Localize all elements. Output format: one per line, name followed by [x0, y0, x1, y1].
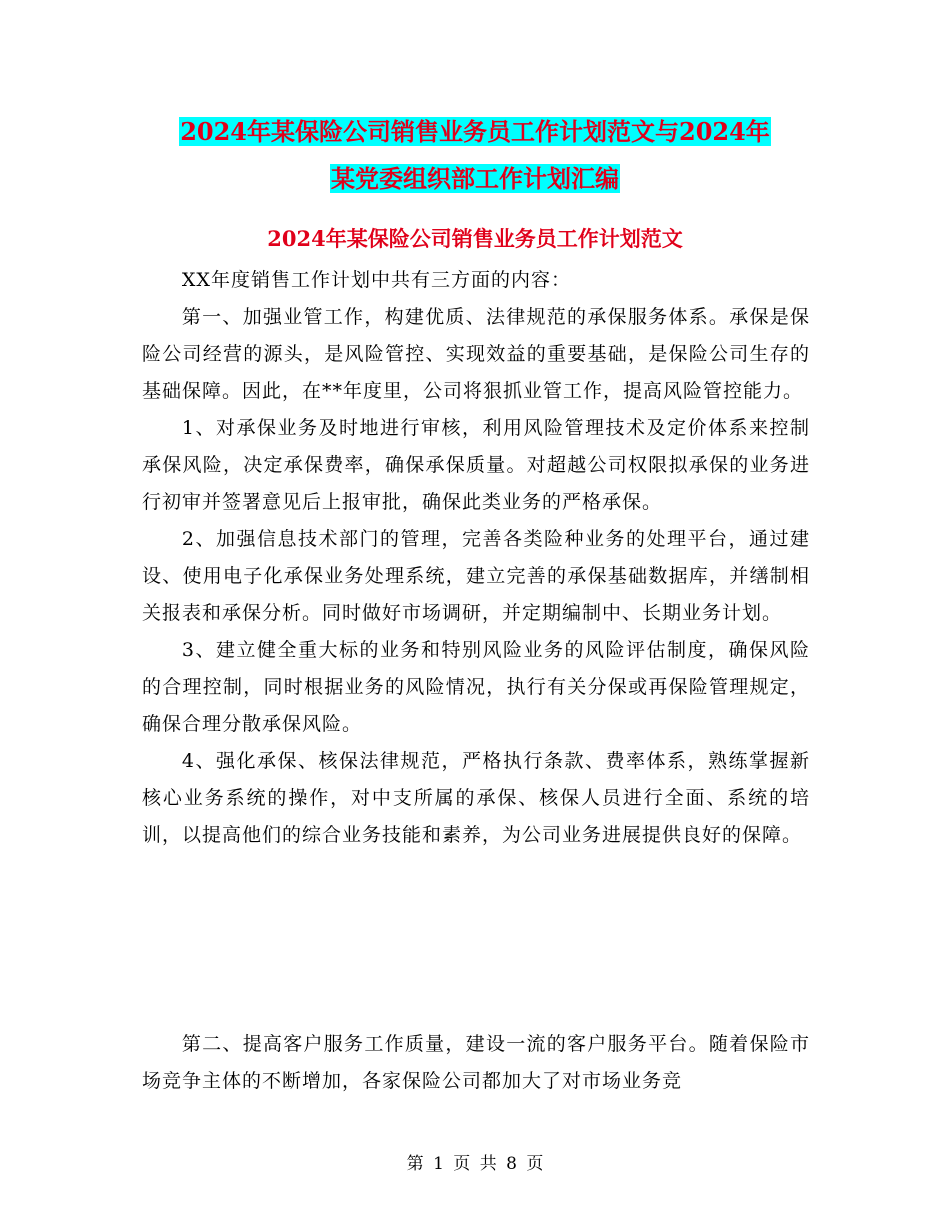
- document-title-line-2: 某党委组织部工作计划汇编: [331, 164, 619, 193]
- paragraph-item-4: 4、强化承保、核保法律规范，严格执行条款、费率体系，熟练掌握新核心业务系统的操作，对中支所属的承保、核保人员进行全面、系统的培训，以提高他们的综合业务技能和素养，为公司业务进展提供良好的保障。: [142, 750, 810, 846]
- body-text-continued: [142, 1026, 810, 1100]
- section-title: 2024年某保险公司销售业务员工作计划范文: [267, 226, 683, 251]
- paragraph-item-1: 1、对承保业务及时地进行审核，利用风险管理技术及定价体系来控制承保风险，决定承保费率，确保承保质量。对超越公司权限拟承保的业务进行初审并签署意见后上报审批，确保此类业务的严格承保。: [142, 417, 810, 513]
- paragraph-item-3: 3、建立健全重大标的业务和特别风险业务的风险评估制度，确保风险的合理控制，同时根据业务的风险情况，执行有关分保或再保险管理规定，确保合理分散承保风险。: [142, 639, 810, 735]
- paragraph-first-section: 第一、加强业管工作，构建优质、法律规范的承保服务体系。承保是保险公司经营的源头，是风险管控、实现效益的重要基础，是保险公司生存的基础保障。因此，在**年度里，公司将狠抓业管工作，提高风险管控能力。: [142, 306, 810, 402]
- document-title-line-1: 2024年某保险公司销售业务员工作计划范文与2024年: [180, 117, 770, 146]
- document-title: [0, 108, 950, 202]
- paragraph-second-section: 第二、提高客户服务工作质量，建设一流的客户服务平台。随着保险市场竞争主体的不断增加，各家保险公司都加大了对市场业务竞: [142, 1033, 810, 1092]
- paragraph-intro: XX年度销售工作计划中共有三方面的内容：: [181, 269, 571, 291]
- page-footer: 第 1 页 共 8 页: [406, 1154, 544, 1174]
- body-text: [142, 262, 810, 854]
- paragraph-item-2: 2、加强信息技术部门的管理，完善各类险种业务的处理平台，通过建设、使用电子化承保业务处理系统，建立完善的承保基础数据库，并缮制相关报表和承保分析。同时做好市场调研，并定期编制中、长期业务计划。: [142, 528, 810, 624]
